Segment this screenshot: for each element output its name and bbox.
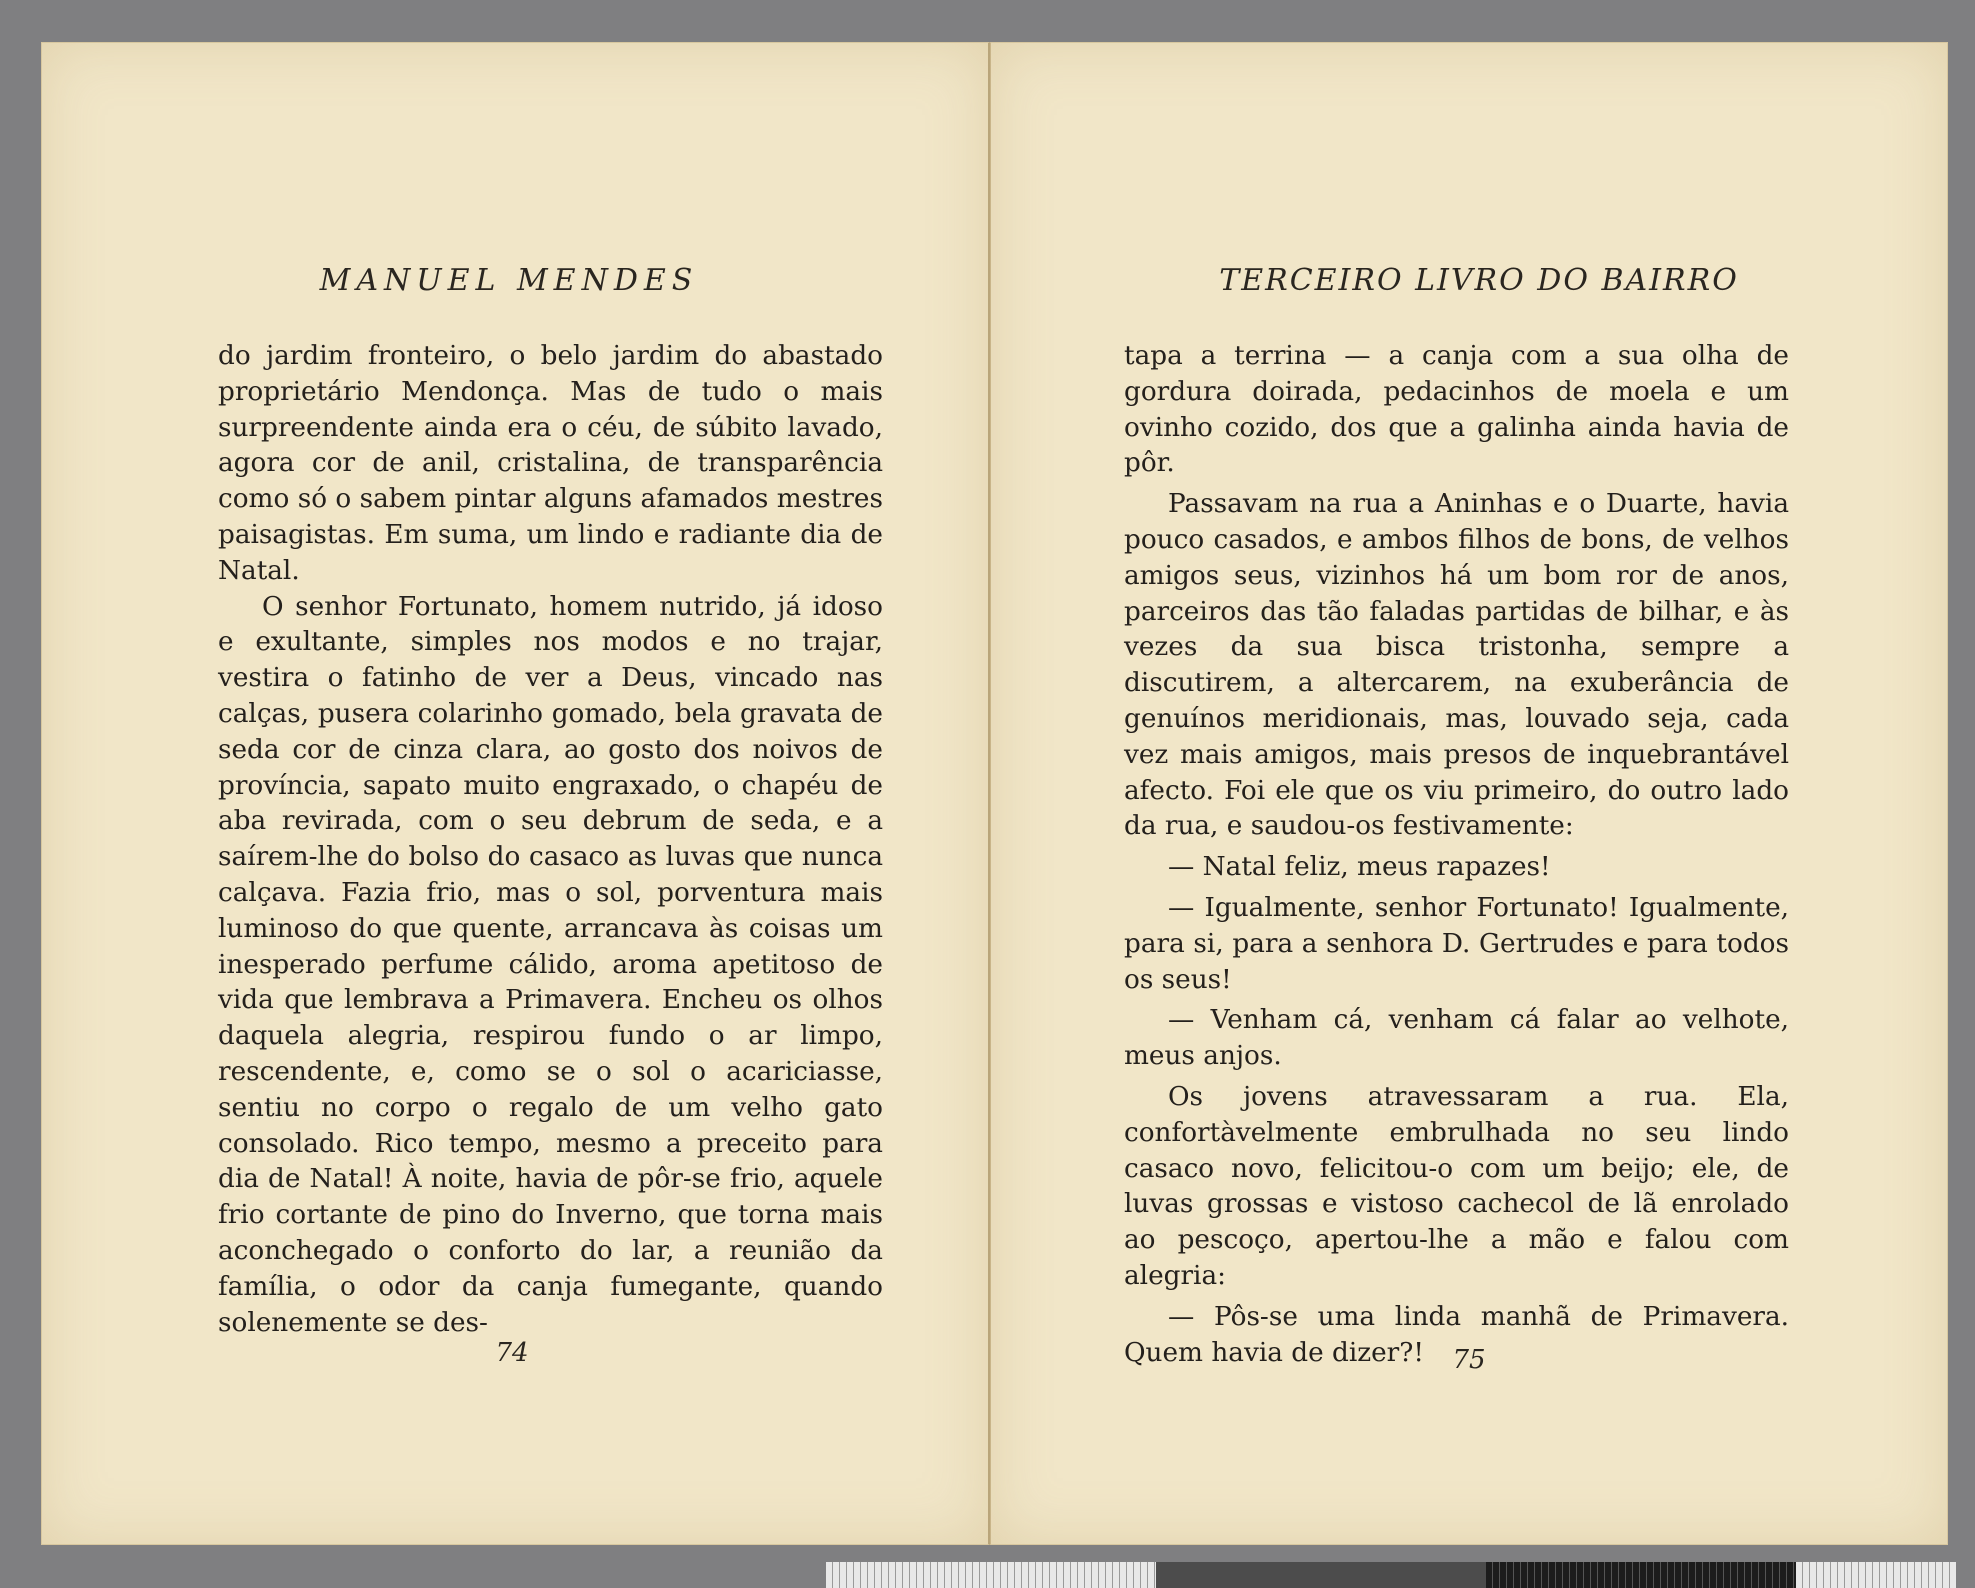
paragraph: tapa a terrina — a canja com a sua olha de gordura doirada, pedacinhos de moela e um ovinho cozido, dos que a galinha ainda havia de pôr. xyxy=(1124,341,1789,479)
page-number-left: 74 xyxy=(495,1338,529,1368)
left-page-text xyxy=(218,339,883,1341)
running-head-author: MANUEL MENDES xyxy=(319,263,699,298)
page-number-right: 75 xyxy=(1452,1345,1486,1375)
paragraph: O senhor Fortunato, homem nutrido, já idoso e exultante, simples nos modos e no trajar, vestira o fatinho de ver a Deus, vincado nas calças, pusera colarinho gomado, bela gravata de seda cor de cinza clara, ao gosto dos noivos de província, sapato muito engraxado, o chapéu de aba revirada, com o seu debrum de seda, e a saírem-lhe do bolso do casaco as luvas que nunca calçava. Fazia frio, mas o sol, porventura mais luminoso do que quente, arrancava às coisas um inesperado perfume cálido, aroma apetitoso de vida que lembrava a Primavera. Encheu os olhos daquela alegria, respirou fundo o ar limpo, rescendente, e, como se o sol o acariciasse, sentiu no corpo o regalo de um velho gato consolado. Rico tempo, mesmo a preceito para dia de Natal! À noite, havia de pôr-se frio, aquele frio cortante de pino do Inverno, que torna mais aconchegado o conforto do lar, a reunião da família, o odor da canja fumegante, quando solenemente se des- xyxy=(218,591,883,1338)
dialogue-line: — Igualmente, senhor Fortunato! Igualmente, para si, para a senhora D. Gertrudes e para todos os seus! xyxy=(1124,892,1789,995)
paragraph: Os jovens atravessaram a rua. Ela, confortàvelmente embrulhada no seu lindo casaco novo, felicitou-o com um beijo; ele, de luvas grossas e vistoso cachecol de lã enrolado ao pescoço, apertou-lhe a mão e falou com alegria: xyxy=(1124,1081,1789,1291)
paragraph: Passavam na rua a Aninhas e o Duarte, havia pouco casados, e ambos filhos de bons, de velhos amigos seus, vizinhos há um bom ror de anos, parceiros das tão faladas partidas de bilhar, e às vezes da sua bisca tristonha, sempre a discutirem, a altercarem, na exuberância de genuínos meridionais, mas, louvado seja, cada vez mais amigos, mais presos de inquebrantável afecto. Foi ele que os viu primeiro, do outro lado da rua, e saudou-os festivamente: xyxy=(1124,489,1789,842)
running-head-title: TERCEIRO LIVRO DO BAIRRO xyxy=(1219,263,1739,298)
right-page-text xyxy=(1124,339,1789,1371)
ruler-segment xyxy=(826,1562,1156,1588)
ruler-segment xyxy=(1486,1562,1796,1588)
right-page xyxy=(990,42,1948,1545)
left-page xyxy=(41,42,990,1545)
ruler-segment xyxy=(1796,1562,1956,1588)
dialogue-line: — Pôs-se uma linda manhã de Primavera. Quem havia de dizer?! xyxy=(1124,1301,1789,1368)
ruler-segment xyxy=(1156,1562,1486,1588)
dialogue-line: — Venham cá, venham cá falar ao velhote, meus anjos. xyxy=(1124,1005,1789,1072)
paragraph: do jardim fronteiro, o belo jardim do abastado proprietário Mendonça. Mas de tudo o mais surpreendente ainda era o céu, de súbito lavado, agora cor de anil, cristalina, de transparência como só o sabem pintar alguns afamados mestres paisagistas. Em suma, um lindo e radiante dia de Natal. xyxy=(218,341,883,586)
scale-ruler xyxy=(826,1562,1956,1588)
dialogue-line: — Natal feliz, meus rapazes! xyxy=(1168,852,1551,883)
